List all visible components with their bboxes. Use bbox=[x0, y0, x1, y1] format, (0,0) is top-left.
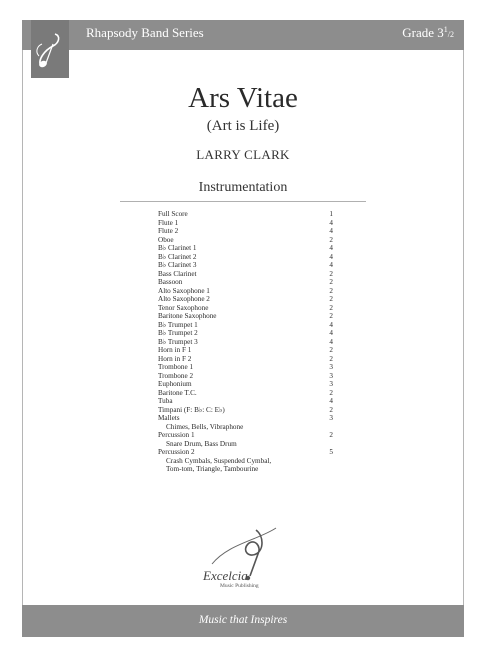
instrumentation-row bbox=[158, 372, 333, 381]
part-quantity: 5 bbox=[329, 448, 333, 456]
instrumentation-row bbox=[158, 278, 333, 287]
instrument-name: Bass Clarinet bbox=[158, 269, 197, 278]
instrument-name: Alto Saxophone 2 bbox=[158, 295, 210, 303]
instrumentation-row bbox=[158, 355, 333, 364]
instrument-name: Tom-tom, Triangle, Tambourine bbox=[166, 465, 259, 473]
instrument-name: B♭ Clarinet 3 bbox=[158, 261, 197, 269]
instrumentation-row bbox=[158, 397, 333, 406]
instrument-name: Baritone Saxophone bbox=[158, 312, 217, 320]
piece-subtitle: (Art is Life) bbox=[206, 118, 280, 134]
instrumentation-row bbox=[158, 448, 333, 457]
instrumentation-row bbox=[158, 431, 333, 440]
part-quantity: 1 bbox=[329, 210, 333, 218]
part-quantity: 4 bbox=[329, 329, 333, 337]
series-title: Rhapsody Band Series bbox=[86, 25, 204, 40]
instrument-name: Baritone T.C. bbox=[158, 388, 197, 397]
instrument-name: Trombone 2 bbox=[158, 371, 194, 380]
instrumentation-row bbox=[158, 219, 333, 228]
instrument-name: B♭ Trumpet 1 bbox=[158, 320, 198, 329]
part-quantity: 4 bbox=[329, 218, 333, 227]
piece-title: Ars Vitae bbox=[188, 82, 298, 114]
instrument-name: Bassoon bbox=[158, 278, 183, 286]
music-note-swirl-icon bbox=[31, 20, 69, 78]
instrument-name: Tenor Saxophone bbox=[158, 303, 209, 312]
part-quantity: 2 bbox=[329, 286, 333, 295]
instrumentation-subitem bbox=[158, 465, 333, 474]
instrumentation-row bbox=[158, 261, 333, 270]
part-quantity: 3 bbox=[329, 414, 333, 422]
grade-denominator: 2 bbox=[450, 30, 454, 39]
instrumentation-row bbox=[158, 321, 333, 330]
instrument-name: Crash Cymbals, Suspended Cymbal, bbox=[166, 456, 272, 465]
instrumentation-heading: Instrumentation bbox=[198, 180, 288, 195]
instrumentation-row bbox=[158, 329, 333, 338]
part-quantity: 3 bbox=[329, 363, 333, 371]
part-quantity: 4 bbox=[329, 227, 333, 235]
instrumentation-row bbox=[158, 295, 333, 304]
part-quantity: 2 bbox=[329, 354, 333, 363]
instrument-name: Snare Drum, Bass Drum bbox=[166, 439, 237, 448]
part-quantity: 2 bbox=[329, 346, 333, 354]
instrument-name: Full Score bbox=[158, 210, 188, 218]
part-quantity: 2 bbox=[329, 269, 333, 278]
instrument-name: Chimes, Bells, Vibraphone bbox=[166, 422, 244, 431]
instrumentation-row bbox=[158, 253, 333, 262]
instrument-name: Oboe bbox=[158, 235, 174, 244]
instrument-name: Trombone 1 bbox=[158, 363, 194, 371]
instrument-name: Euphonium bbox=[158, 380, 192, 388]
instrumentation-row bbox=[158, 406, 333, 415]
series-logo bbox=[31, 20, 69, 78]
part-quantity: 2 bbox=[329, 278, 333, 286]
instrumentation-row bbox=[158, 236, 333, 245]
part-quantity: 4 bbox=[329, 252, 333, 261]
part-quantity: 2 bbox=[329, 431, 333, 439]
instrumentation-row bbox=[158, 287, 333, 296]
part-quantity: 4 bbox=[329, 320, 333, 329]
instrumentation-row bbox=[158, 346, 333, 355]
composer-name: LARRY CLARK bbox=[196, 147, 290, 162]
instrumentation-subitem bbox=[158, 457, 333, 466]
instrumentation-row bbox=[158, 363, 333, 372]
instrument-name: B♭ Trumpet 3 bbox=[158, 337, 198, 346]
instrument-name: B♭ Clarinet 1 bbox=[158, 244, 197, 252]
footer-tagline: Music that Inspires bbox=[198, 614, 288, 626]
part-quantity: 2 bbox=[329, 312, 333, 320]
part-quantity: 4 bbox=[329, 337, 333, 346]
instrumentation-subitem bbox=[158, 423, 333, 432]
instrumentation-row bbox=[158, 380, 333, 389]
grade-numerator: 1 bbox=[443, 25, 448, 34]
instrument-name: Percussion 1 bbox=[158, 431, 195, 439]
instrumentation-row bbox=[158, 414, 333, 423]
instrument-name: B♭ Trumpet 2 bbox=[158, 329, 198, 337]
instrument-name: Flute 1 bbox=[158, 218, 179, 227]
instrument-name: Flute 2 bbox=[158, 227, 179, 235]
instrumentation-row bbox=[158, 338, 333, 347]
instrument-name: Tuba bbox=[158, 397, 173, 405]
instrumentation-row bbox=[158, 227, 333, 236]
publisher-subtitle: Music Publishing bbox=[220, 583, 259, 589]
part-quantity: 4 bbox=[329, 397, 333, 405]
heading-divider bbox=[120, 201, 366, 202]
part-quantity: 4 bbox=[329, 261, 333, 269]
instrument-name: Horn in F 1 bbox=[158, 346, 192, 354]
instrumentation-list bbox=[158, 210, 333, 474]
instrument-name: Percussion 2 bbox=[158, 448, 195, 456]
grade-main: Grade 3 bbox=[402, 25, 444, 40]
instrumentation-row bbox=[158, 244, 333, 253]
part-quantity: 3 bbox=[329, 380, 333, 388]
part-quantity: 2 bbox=[329, 303, 333, 312]
part-quantity: 2 bbox=[329, 388, 333, 397]
instrumentation-row bbox=[158, 389, 333, 398]
instrumentation-subitem bbox=[158, 440, 333, 449]
instrument-name: Timpani (F: B♭: C: E♭) bbox=[158, 405, 225, 414]
part-quantity: 3 bbox=[329, 371, 333, 380]
grade-label: Grade $3^1/2$ bbox=[402, 25, 454, 40]
instrument-name: B♭ Clarinet 2 bbox=[158, 252, 197, 261]
part-quantity: 2 bbox=[329, 405, 333, 414]
part-quantity: 2 bbox=[329, 295, 333, 303]
instrumentation-row bbox=[158, 304, 333, 313]
instrument-name: Mallets bbox=[158, 414, 180, 422]
instrumentation-row bbox=[158, 270, 333, 279]
part-quantity: 2 bbox=[329, 235, 333, 244]
publisher-name: Excelcia bbox=[203, 568, 248, 583]
instrumentation-row bbox=[158, 312, 333, 321]
instrumentation-row bbox=[158, 210, 333, 219]
instrument-name: Horn in F 2 bbox=[158, 354, 192, 363]
part-quantity: 4 bbox=[329, 244, 333, 252]
instrument-name: Alto Saxophone 1 bbox=[158, 286, 210, 295]
